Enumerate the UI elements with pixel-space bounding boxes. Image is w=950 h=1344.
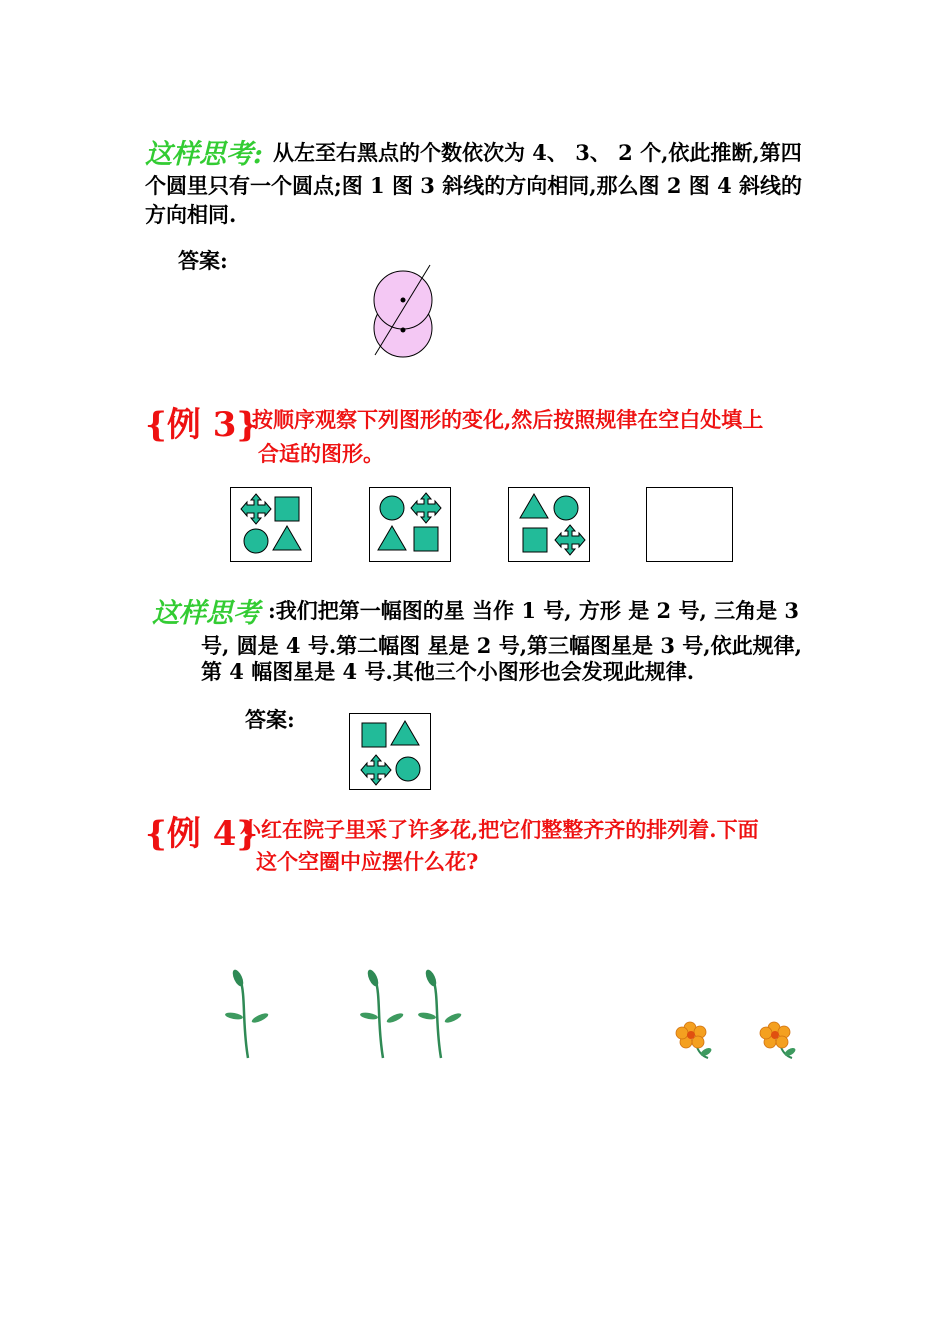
- pattern-frame-1: [230, 487, 312, 562]
- orange-flower-2: [760, 1022, 805, 1062]
- answer-label-2: 答案:: [245, 707, 295, 732]
- answer-circles-figure: [360, 260, 450, 370]
- example-4-line1: 小红在院子里采了许多花,把它们整整齐齐的排列着.下面: [240, 817, 759, 842]
- star-shape: [241, 494, 271, 524]
- triangle-shape: [378, 526, 406, 550]
- think-text-2-line2: 号, 圆是 4 号.第二幅图 星是 2 号,第三幅图星是 3 号,依此规律,: [201, 633, 802, 658]
- triangle-shape: [520, 494, 548, 518]
- pattern-frame-4-blank[interactable]: [646, 487, 733, 562]
- flower-stem-1: [228, 968, 278, 1063]
- circle-shape: [244, 529, 268, 553]
- example-4-label: {例 4}: [145, 814, 259, 854]
- think-label-1: 这样思考:: [145, 139, 263, 170]
- triangle-shape: [391, 721, 419, 745]
- example-3-line2: 合适的图形。: [258, 441, 384, 466]
- answer-dot-bottom: [401, 328, 406, 333]
- answer-label-1: 答案:: [178, 248, 228, 273]
- example-4-line2: 这个空圈中应摆什么花?: [256, 849, 479, 874]
- star-shape: [411, 493, 441, 523]
- think-text-2-line1: :我们把第一幅图的星 当作 1 号, 方形 是 2 号, 三角是 3: [268, 598, 800, 623]
- square-shape: [275, 497, 299, 521]
- square-shape: [362, 723, 386, 747]
- orange-flower-1: [676, 1022, 721, 1062]
- square-shape: [414, 527, 438, 551]
- pattern-frame-2: [369, 487, 451, 562]
- pattern-frame-3: [508, 487, 590, 562]
- star-shape: [555, 525, 585, 555]
- example-3-label: {例 3}: [145, 405, 259, 445]
- example-3-line1: 按顺序观察下列图形的变化,然后按照规律在空白处填上: [252, 407, 764, 432]
- flower-stem-2: [363, 968, 413, 1063]
- square-shape: [523, 528, 547, 552]
- triangle-shape: [273, 526, 301, 550]
- circle-shape: [554, 496, 578, 520]
- think-text-1-line3: 方向相同.: [145, 202, 237, 227]
- circle-shape: [380, 496, 404, 520]
- circle-shape: [396, 757, 420, 781]
- think-text-1-line2: 个圆里只有一个圆点;图 1 图 3 斜线的方向相同,那么图 2 图 4 斜线的: [145, 173, 802, 198]
- star-shape: [361, 755, 391, 785]
- think-label-2: 这样思考: [152, 598, 260, 629]
- think-text-1-line1: 从左至右黑点的个数依次为 4、 3、 2 个,依此推断,第四: [273, 140, 802, 165]
- answer-dot-top: [401, 298, 406, 303]
- flower-stem-3: [421, 968, 471, 1063]
- answer-pattern-frame: [349, 713, 431, 790]
- think-text-2-line3: 第 4 幅图星是 4 号.其他三个小图形也会发现此规律.: [201, 659, 695, 684]
